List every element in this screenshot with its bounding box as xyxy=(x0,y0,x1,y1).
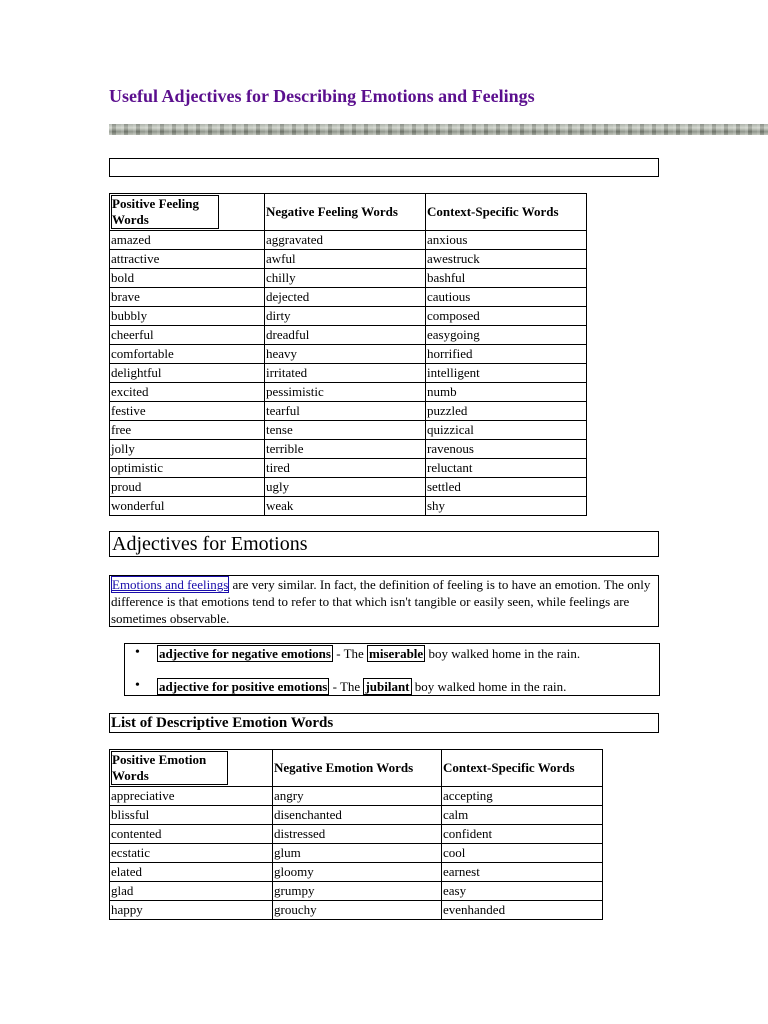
table-cell: horrified xyxy=(426,345,587,364)
table-row xyxy=(110,882,603,901)
table-row xyxy=(110,825,603,844)
table-row xyxy=(110,421,587,440)
table-row xyxy=(110,787,603,806)
table-cell: irritated xyxy=(265,364,426,383)
bullet-dot-icon: • xyxy=(135,645,140,660)
column-header: Context-Specific Words xyxy=(426,194,587,231)
emotions-feelings-link[interactable]: Emotions and feelings xyxy=(112,577,229,592)
table-cell: cool xyxy=(442,844,603,863)
table-cell: amazed xyxy=(110,231,265,250)
table-cell: appreciative xyxy=(110,787,273,806)
table-cell: proud xyxy=(110,478,265,497)
column-header: Positive Feeling Words xyxy=(110,194,265,231)
intro-paragraph xyxy=(109,575,659,627)
table-cell: evenhanded xyxy=(442,901,603,920)
column-header: Negative Emotion Words xyxy=(273,750,442,787)
table-row xyxy=(110,383,587,402)
table-cell: shy xyxy=(426,497,587,516)
table-cell: brave xyxy=(110,288,265,307)
column-header: Negative Feeling Words xyxy=(265,194,426,231)
table-cell: attractive xyxy=(110,250,265,269)
table-cell: comfortable xyxy=(110,345,265,364)
page-title: Useful Adjectives for Describing Emotions and Feelings xyxy=(109,86,535,106)
table-cell: numb xyxy=(426,383,587,402)
example-separator: - The xyxy=(332,646,368,661)
table-cell: settled xyxy=(426,478,587,497)
table-cell: ugly xyxy=(265,478,426,497)
table-row xyxy=(110,806,603,825)
list-item xyxy=(125,677,659,702)
table-cell: angry xyxy=(273,787,442,806)
table-cell: optimistic xyxy=(110,459,265,478)
example-sentence: boy walked home in the rain. xyxy=(411,679,567,694)
example-label: adjective for positive emotions xyxy=(159,679,328,694)
table-cell: tearful xyxy=(265,402,426,421)
table-cell: calm xyxy=(442,806,603,825)
table-cell: awful xyxy=(265,250,426,269)
table-cell: dirty xyxy=(265,307,426,326)
table-cell: grouchy xyxy=(273,901,442,920)
table-cell: intelligent xyxy=(426,364,587,383)
table-row xyxy=(110,497,587,516)
section-heading: Adjectives for Emotions xyxy=(109,531,659,557)
table-cell: ravenous xyxy=(426,440,587,459)
example-sentence: boy walked home in the rain. xyxy=(425,646,581,661)
bullet-dot-icon: • xyxy=(135,678,140,693)
table-cell: pessimistic xyxy=(265,383,426,402)
table-row xyxy=(110,364,587,383)
table-cell: easygoing xyxy=(426,326,587,345)
table-cell: free xyxy=(110,421,265,440)
example-word: miserable xyxy=(369,646,424,661)
table-cell: gloomy xyxy=(273,863,442,882)
table-cell: cheerful xyxy=(110,326,265,345)
table-row xyxy=(110,345,587,364)
table-cell: glad xyxy=(110,882,273,901)
table-cell: disenchanted xyxy=(273,806,442,825)
table-header-row xyxy=(110,194,587,231)
table-cell: weak xyxy=(265,497,426,516)
table-cell: quizzical xyxy=(426,421,587,440)
table-row xyxy=(110,402,587,421)
emotion-words-table xyxy=(109,749,603,920)
table-cell: confident xyxy=(442,825,603,844)
table-cell: puzzled xyxy=(426,402,587,421)
table-cell: chilly xyxy=(265,269,426,288)
table-cell: aggravated xyxy=(265,231,426,250)
example-list xyxy=(124,643,660,696)
table-row xyxy=(110,901,603,920)
table-cell: tense xyxy=(265,421,426,440)
table-row xyxy=(110,307,587,326)
table-cell: dreadful xyxy=(265,326,426,345)
table-row xyxy=(110,269,587,288)
table-row xyxy=(110,478,587,497)
column-header: Positive Emotion Words xyxy=(110,750,273,787)
table-cell: festive xyxy=(110,402,265,421)
table-row xyxy=(110,231,587,250)
table-row xyxy=(110,288,587,307)
table-cell: composed xyxy=(426,307,587,326)
empty-box xyxy=(109,158,659,177)
table-cell: tired xyxy=(265,459,426,478)
table-cell: contented xyxy=(110,825,273,844)
table-cell: dejected xyxy=(265,288,426,307)
table-cell: happy xyxy=(110,901,273,920)
table-cell: terrible xyxy=(265,440,426,459)
table-cell: ecstatic xyxy=(110,844,273,863)
feeling-words-table xyxy=(109,193,587,516)
table-cell: blissful xyxy=(110,806,273,825)
table-cell: delightful xyxy=(110,364,265,383)
paragraph-text: are very similar. In fact, the definition of feeling is to have an emotion. The only difference is that emotions tend to refer to that which isn't tangible or easily seen, while feelings are sometimes observable. xyxy=(111,577,651,626)
table-cell: glum xyxy=(273,844,442,863)
example-separator: - The xyxy=(329,679,364,694)
table-cell: distressed xyxy=(273,825,442,844)
table-cell: easy xyxy=(442,882,603,901)
table-cell: reluctant xyxy=(426,459,587,478)
table-cell: elated xyxy=(110,863,273,882)
list-item xyxy=(125,644,659,669)
table-cell: heavy xyxy=(265,345,426,364)
table-cell: wonderful xyxy=(110,497,265,516)
table-row xyxy=(110,250,587,269)
table-cell: jolly xyxy=(110,440,265,459)
table-cell: excited xyxy=(110,383,265,402)
table-row xyxy=(110,863,603,882)
table-row xyxy=(110,459,587,478)
example-label: adjective for negative emotions xyxy=(159,646,331,661)
table-cell: earnest xyxy=(442,863,603,882)
example-word: jubilant xyxy=(365,679,410,694)
table-row xyxy=(110,440,587,459)
list-heading: List of Descriptive Emotion Words xyxy=(109,713,659,733)
table-cell: bashful xyxy=(426,269,587,288)
decorative-divider xyxy=(109,124,768,135)
table-cell: anxious xyxy=(426,231,587,250)
table-cell: accepting xyxy=(442,787,603,806)
table-cell: bubbly xyxy=(110,307,265,326)
table-cell: cautious xyxy=(426,288,587,307)
table-row xyxy=(110,326,587,345)
column-header: Context-Specific Words xyxy=(442,750,603,787)
table-cell: awestruck xyxy=(426,250,587,269)
table-row xyxy=(110,844,603,863)
table-cell: grumpy xyxy=(273,882,442,901)
table-cell: bold xyxy=(110,269,265,288)
table-header-row xyxy=(110,750,603,787)
